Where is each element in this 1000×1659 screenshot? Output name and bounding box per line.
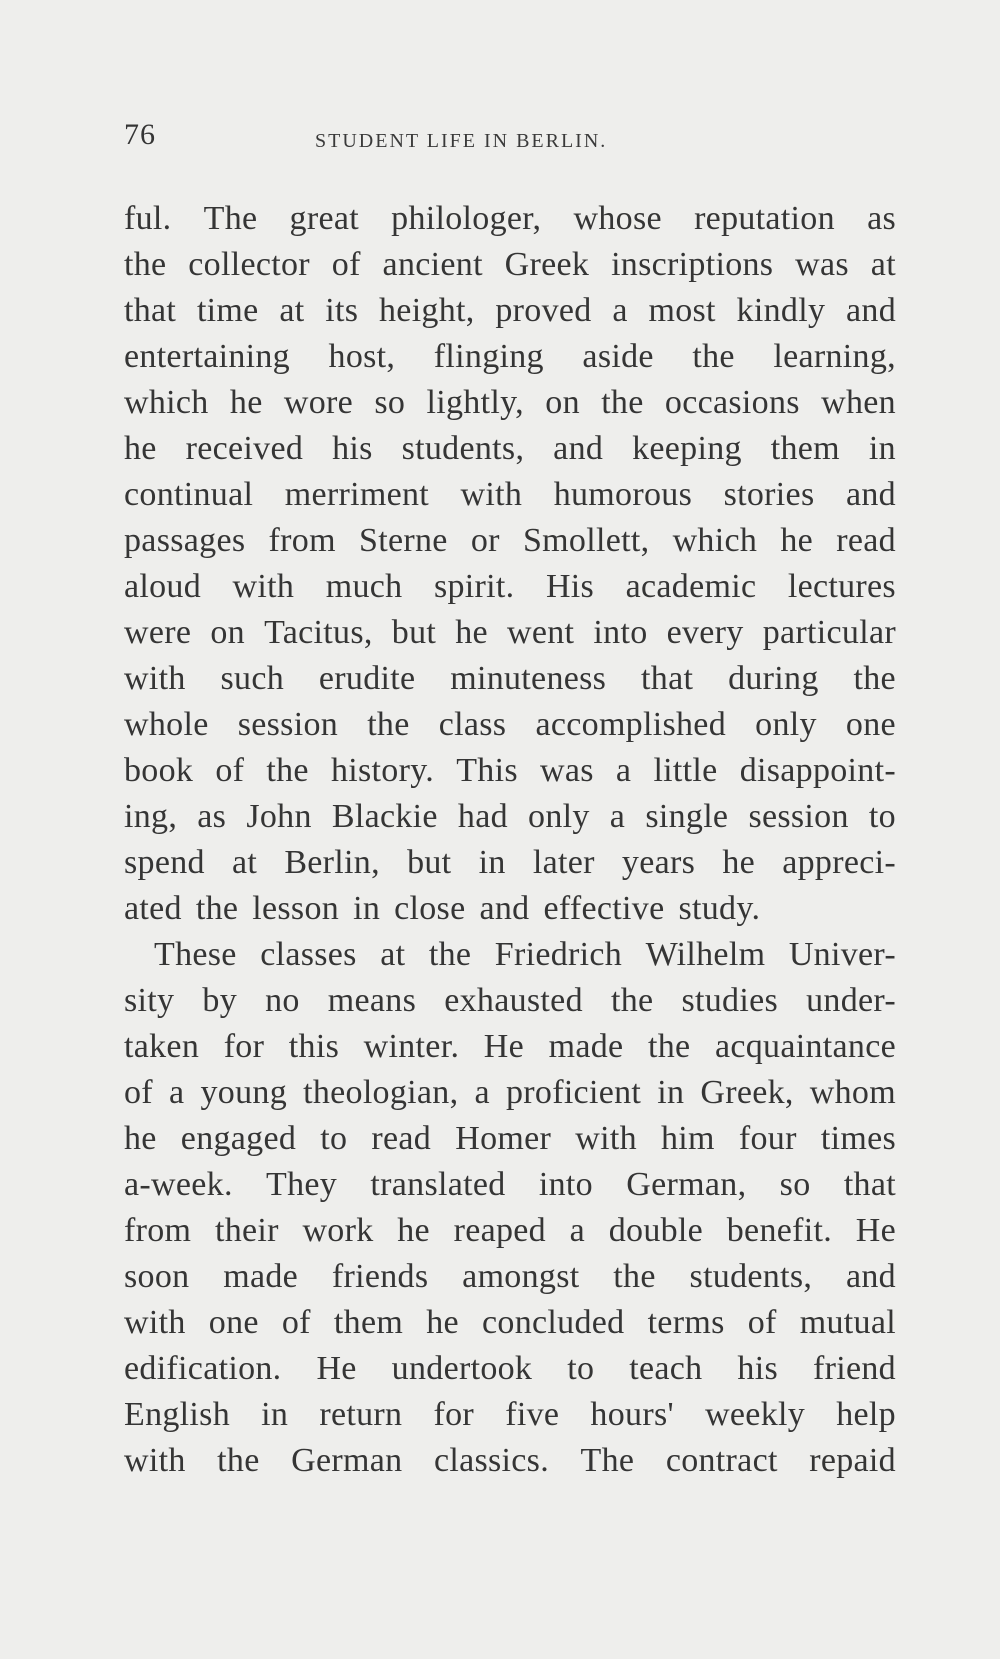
- body-text: [124, 196, 896, 1484]
- word: and: [479, 890, 530, 927]
- running-head: STUDENT LIFE IN BERLIN.: [315, 130, 608, 152]
- word: most: [648, 292, 716, 329]
- word: whole: [124, 706, 209, 743]
- word: in: [261, 1396, 289, 1433]
- word: when: [821, 384, 896, 421]
- word: and: [845, 476, 896, 513]
- word: but: [391, 614, 437, 651]
- word: young: [200, 1074, 287, 1111]
- word: a: [615, 752, 632, 789]
- word: with: [124, 660, 186, 697]
- word: His: [545, 568, 595, 605]
- word: engaged: [180, 1120, 297, 1157]
- word: lesson: [252, 890, 340, 927]
- word: ated: [124, 890, 182, 927]
- word: session: [748, 798, 849, 835]
- word: proficient: [505, 1074, 642, 1111]
- word: the: [217, 1442, 260, 1479]
- word: by: [202, 982, 238, 1019]
- word: to: [567, 1350, 595, 1387]
- word: the: [647, 1028, 691, 1065]
- word: double: [608, 1212, 704, 1249]
- word: kindly: [736, 292, 826, 329]
- word: sity: [124, 982, 175, 1019]
- word: German,: [626, 1166, 747, 1203]
- word: ancient: [382, 246, 483, 283]
- word: whom: [809, 1074, 896, 1111]
- word: time: [196, 292, 259, 329]
- page-number: 76: [124, 118, 156, 151]
- word: entertaining: [124, 338, 290, 375]
- word: under-: [806, 982, 896, 1019]
- word: disappoint-: [739, 752, 896, 789]
- word: students,: [401, 430, 525, 467]
- word: book: [124, 752, 194, 789]
- word: the: [124, 246, 167, 283]
- word: learning,: [773, 338, 896, 375]
- word: so: [779, 1166, 811, 1203]
- word: of: [331, 246, 361, 283]
- text-line: [124, 1254, 896, 1300]
- text-line: [124, 1208, 896, 1254]
- word: Homer: [455, 1120, 552, 1157]
- word: spend: [124, 844, 205, 881]
- word: for: [223, 1028, 265, 1065]
- text-line: [124, 380, 896, 426]
- word: which: [672, 522, 758, 559]
- text-line: [124, 932, 896, 978]
- word: spirit.: [433, 568, 515, 605]
- text-line: [124, 1116, 896, 1162]
- word: to: [320, 1120, 348, 1157]
- word: years: [621, 844, 696, 881]
- word: and: [846, 292, 896, 329]
- word: appreci-: [782, 844, 896, 881]
- word: a: [169, 1074, 185, 1111]
- word: close: [394, 890, 466, 927]
- text-line: [124, 242, 896, 288]
- word: mutual: [799, 1304, 896, 1341]
- word: only: [755, 706, 817, 743]
- word: made: [548, 1028, 624, 1065]
- word: Greek,: [700, 1074, 794, 1111]
- word: whose: [573, 200, 662, 237]
- word: that: [641, 660, 694, 697]
- word: flinging: [433, 338, 544, 375]
- word: passages: [124, 522, 246, 559]
- word: concluded: [482, 1304, 625, 1341]
- word: English: [124, 1396, 230, 1433]
- text-line: [124, 334, 896, 380]
- word: he: [426, 1304, 459, 1341]
- word: Greek: [504, 246, 590, 283]
- word: theologian,: [303, 1074, 459, 1111]
- word: the: [195, 890, 239, 927]
- word: study.: [678, 890, 761, 927]
- word: he: [780, 522, 814, 559]
- word: five: [505, 1396, 560, 1433]
- word: as: [197, 798, 227, 835]
- text-line: [124, 1300, 896, 1346]
- word: the: [367, 706, 410, 743]
- word: in: [868, 430, 896, 467]
- word: edification.: [124, 1350, 282, 1387]
- word: ing,: [124, 798, 178, 835]
- word: of: [124, 1074, 153, 1111]
- word: German: [291, 1442, 403, 1479]
- word: in: [478, 844, 506, 881]
- word: terms: [647, 1304, 725, 1341]
- word: academic: [625, 568, 757, 605]
- word: the: [692, 338, 735, 375]
- word: read: [371, 1120, 432, 1157]
- text-line: [124, 518, 896, 564]
- word: occasions: [664, 384, 800, 421]
- word: as: [867, 200, 896, 237]
- word: a: [569, 1212, 586, 1249]
- word: This: [456, 752, 518, 789]
- word: this: [288, 1028, 340, 1065]
- word: went: [507, 614, 575, 651]
- word: history.: [330, 752, 435, 789]
- word: He: [483, 1028, 525, 1065]
- word: philologer,: [391, 200, 542, 237]
- word: with: [232, 568, 295, 605]
- word: Friedrich: [494, 936, 623, 973]
- word: with: [124, 1442, 186, 1479]
- word: effective: [543, 890, 665, 927]
- word: Tacitus,: [264, 614, 373, 651]
- word: which: [124, 384, 209, 421]
- word: friends: [331, 1258, 429, 1295]
- word: exhausted: [444, 982, 583, 1019]
- word: friend: [812, 1350, 896, 1387]
- word: or: [470, 522, 500, 559]
- word: such: [220, 660, 285, 697]
- word: he: [397, 1212, 430, 1249]
- word: amongst: [462, 1258, 580, 1295]
- word: to: [868, 798, 896, 835]
- word: classics.: [433, 1442, 550, 1479]
- word: with: [124, 1304, 186, 1341]
- word: him: [660, 1120, 715, 1157]
- word: the: [853, 660, 896, 697]
- word: were: [124, 614, 192, 651]
- word: help: [836, 1396, 896, 1433]
- word: with: [460, 476, 523, 513]
- word: ful.: [124, 200, 172, 237]
- word: only: [528, 798, 590, 835]
- text-line: [124, 426, 896, 472]
- text-line: [124, 288, 896, 334]
- word: during: [728, 660, 819, 697]
- word: he: [455, 614, 488, 651]
- word: great: [289, 200, 359, 237]
- text-line: [124, 748, 896, 794]
- word: He: [855, 1212, 896, 1249]
- word: their: [214, 1212, 279, 1249]
- word: Univer-: [788, 936, 896, 973]
- word: particular: [762, 614, 896, 651]
- word: The: [580, 1442, 635, 1479]
- word: that: [843, 1166, 896, 1203]
- word: acquaintance: [714, 1028, 896, 1065]
- word: These: [154, 936, 237, 973]
- text-line: [124, 794, 896, 840]
- word: soon: [124, 1258, 190, 1295]
- word: little: [653, 752, 718, 789]
- word: he: [124, 430, 157, 467]
- word: in: [353, 890, 381, 927]
- word: had: [457, 798, 508, 835]
- word: on: [545, 384, 580, 421]
- word: benefit.: [726, 1212, 833, 1249]
- word: from: [268, 522, 336, 559]
- word: the: [613, 1258, 656, 1295]
- word: was: [795, 246, 849, 283]
- word: its: [325, 292, 359, 329]
- word: he: [229, 384, 263, 421]
- text-line: [124, 656, 896, 702]
- word: collector: [188, 246, 310, 283]
- word: on: [210, 614, 245, 651]
- word: aside: [582, 338, 654, 375]
- word: lectures: [787, 568, 896, 605]
- word: weekly: [705, 1396, 806, 1433]
- word: made: [223, 1258, 299, 1295]
- word: from: [124, 1212, 192, 1249]
- word: at: [279, 292, 305, 329]
- word: for: [433, 1396, 475, 1433]
- word: one: [208, 1304, 259, 1341]
- word: students,: [689, 1258, 813, 1295]
- text-line: [124, 1392, 896, 1438]
- word: he: [124, 1120, 157, 1157]
- word: that: [124, 292, 177, 329]
- word: lightly,: [426, 384, 524, 421]
- word: John: [246, 798, 312, 835]
- text-line: [124, 840, 896, 886]
- word: a-week.: [124, 1166, 233, 1203]
- word: session: [237, 706, 339, 743]
- word: undertook: [391, 1350, 533, 1387]
- word: them: [770, 430, 840, 467]
- text-line: [124, 886, 896, 932]
- word: host,: [328, 338, 396, 375]
- word: He: [316, 1350, 357, 1387]
- word: at: [232, 844, 258, 881]
- word: the: [601, 384, 644, 421]
- word: work: [302, 1212, 374, 1249]
- word: the: [428, 936, 472, 973]
- word: read: [836, 522, 896, 559]
- page-header: [124, 118, 710, 162]
- word: times: [820, 1120, 896, 1157]
- word: proved: [495, 292, 592, 329]
- word: his: [332, 430, 373, 467]
- word: stories: [723, 476, 815, 513]
- word: wore: [283, 384, 354, 421]
- word: The: [203, 200, 258, 237]
- word: accomplished: [535, 706, 727, 743]
- word: single: [645, 798, 729, 835]
- word: four: [738, 1120, 797, 1157]
- word: at: [380, 936, 406, 973]
- word: received: [185, 430, 304, 467]
- word: later: [532, 844, 595, 881]
- word: teach: [629, 1350, 703, 1387]
- word: a: [609, 798, 626, 835]
- word: reaped: [453, 1212, 546, 1249]
- word: inscriptions: [611, 246, 774, 283]
- word: much: [325, 568, 403, 605]
- word: and: [845, 1258, 896, 1295]
- word: translated: [370, 1166, 506, 1203]
- word: into: [538, 1166, 593, 1203]
- word: of: [281, 1304, 311, 1341]
- word: aloud: [124, 568, 202, 605]
- word: hours': [590, 1396, 674, 1433]
- word: return: [319, 1396, 403, 1433]
- word: keeping: [632, 430, 742, 467]
- word: erudite: [318, 660, 416, 697]
- text-line: [124, 564, 896, 610]
- word: class: [438, 706, 507, 743]
- text-line: [124, 1024, 896, 1070]
- word: but: [407, 844, 452, 881]
- word: was: [540, 752, 594, 789]
- text-line: [124, 1162, 896, 1208]
- word: merriment: [284, 476, 430, 513]
- text-line: [124, 702, 896, 748]
- word: his: [737, 1350, 778, 1387]
- word: Sterne: [359, 522, 448, 559]
- text-line: [124, 610, 896, 656]
- word: so: [374, 384, 406, 421]
- word: Smollett,: [522, 522, 650, 559]
- word: the: [610, 982, 654, 1019]
- word: Wilhelm: [645, 936, 766, 973]
- word: he: [722, 844, 756, 881]
- word: with: [575, 1120, 637, 1157]
- word: continual: [124, 476, 254, 513]
- word: of: [747, 1304, 777, 1341]
- word: repaid: [809, 1442, 896, 1479]
- text-line: [124, 1346, 896, 1392]
- text-line: [124, 1438, 896, 1484]
- word: taken: [124, 1028, 200, 1065]
- word: a: [474, 1074, 490, 1111]
- word: winter.: [363, 1028, 460, 1065]
- word: Blackie: [331, 798, 438, 835]
- word: into: [593, 614, 648, 651]
- text-line: [124, 472, 896, 518]
- word: classes: [260, 936, 357, 973]
- word: every: [666, 614, 744, 651]
- word: of: [215, 752, 245, 789]
- text-line: [124, 196, 896, 242]
- text-line: [124, 1070, 896, 1116]
- word: humorous: [553, 476, 693, 513]
- text-line: [124, 978, 896, 1024]
- word: in: [657, 1074, 685, 1111]
- word: no: [265, 982, 300, 1019]
- word: them: [333, 1304, 404, 1341]
- word: reputation: [694, 200, 835, 237]
- word: and: [553, 430, 604, 467]
- word: one: [845, 706, 896, 743]
- word: the: [266, 752, 309, 789]
- word: minuteness: [450, 660, 607, 697]
- word: at: [870, 246, 896, 283]
- word: They: [266, 1166, 338, 1203]
- word: means: [327, 982, 417, 1019]
- word: a: [612, 292, 628, 329]
- word: height,: [379, 292, 475, 329]
- word: contract: [665, 1442, 778, 1479]
- word: Berlin,: [284, 844, 380, 881]
- word: studies: [681, 982, 779, 1019]
